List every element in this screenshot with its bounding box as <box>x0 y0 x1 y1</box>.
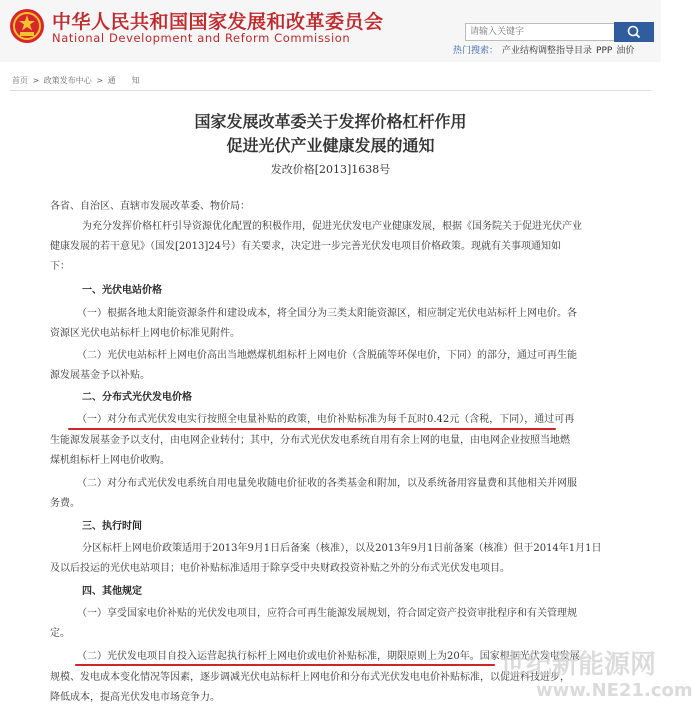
national-emblem-icon <box>9 8 45 44</box>
body-line: 规模、发电成本变化情况等因素，逐步调减光伏电站标杆上网电价和分布式光伏发电电价补贴标准，以促进科技进步， <box>50 672 570 683</box>
body-line: 分区标杆上网电价政策适用于2013年9月1日后备案（核准），以及2013年9月1日前备案（核准）但于2014年1月1日 <box>62 543 602 554</box>
doc-number: 发改价格[2013]1638号 <box>270 163 391 176</box>
breadcrumb-policy-center[interactable]: 政策发布中心 <box>43 76 92 85</box>
hot-link-oil-price[interactable]: 油价 <box>616 46 635 56</box>
body-line: （二）对分布式光伏发电系统自用电量免收随电价征收的各类基金和附加，以及系统备用容量费和其他相关并网服 <box>62 478 577 489</box>
search-icon <box>614 22 654 42</box>
body-line: （二）光伏电站标杆上网电价高出当地燃煤机组标杆上网电价（含脱硫等环保电价，下同）的部分，通过可再生能 <box>62 350 577 361</box>
body-line: 为充分发挥价格杠杆引导资源优化配置的积极作用，促进光伏发电产业健康发展，根据《国务院关于促进光伏产业 <box>62 221 582 232</box>
body-line: 务费。 <box>50 498 80 509</box>
salutation: 各省、自治区、直辖市发展改革委、物价局： <box>50 201 250 212</box>
breadcrumb-home[interactable]: 首页 <box>12 76 28 85</box>
body-line: 健康发展的若干意见》（国发[2013]24号）有关要求，决定进一步完善光伏发电项目价格政策。现就有关事项通知如 <box>50 241 561 252</box>
section-heading-3: 三、执行时间 <box>62 521 142 532</box>
body-line: 及以后投运的光伏电站项目；电价补贴标准适用于除享受中央财政投资补贴之外的分布式光伏发电项目。 <box>50 563 510 574</box>
section-heading-4: 四、其他规定 <box>62 586 142 597</box>
breadcrumb <box>12 75 142 86</box>
breadcrumb-separator: > <box>96 76 104 85</box>
body-line: （一）享受国家电价补贴的光伏发电项目，应符合可再生能源发展规划，符合固定资产投资审批程序和有关管理规 <box>62 608 577 619</box>
red-underline <box>68 428 556 430</box>
body-line-highlighted: （一）对分布式光伏发电实行按照全电量补贴的政策，电价补贴标准为每千瓦时0.42元（含税，下同），通过可再 <box>62 414 575 425</box>
org-name-cn: 中华人民共和国国家发展和改革委员会 <box>52 11 384 33</box>
body-line: 资源区光伏电站标杆上网电价标准见附件。 <box>50 328 240 339</box>
divider <box>10 90 651 91</box>
section-heading-1: 一、光伏电站价格 <box>62 285 162 296</box>
doc-title-line-1: 国家发展改革委关于发挥价格杠杆作用 <box>194 112 467 131</box>
body-line-highlighted: （二）光伏发电项目自投入运营起执行标杆上网电价或电价补贴标准，期限原则上为20年。国家根据光伏发电发展 <box>62 651 580 662</box>
hot-search <box>453 43 638 56</box>
body-line: 降低成本，提高光伏发电市场竞争力。 <box>50 692 220 703</box>
body-line: 定。 <box>50 628 70 639</box>
breadcrumb-current: 通 知 <box>107 76 140 85</box>
hot-link-catalog[interactable]: 产业结构调整指导目录 <box>502 46 593 56</box>
breadcrumb-separator: > <box>32 76 40 85</box>
site-header <box>0 0 661 62</box>
hot-link-ppp[interactable]: PPP <box>596 46 613 56</box>
watermark-cn: 世纪新能源网 <box>500 650 657 680</box>
body-line: 下： <box>50 261 70 272</box>
body-line: （一）根据各地太阳能资源条件和建设成本，将全国分为三类太阳能资源区，相应制定光伏电站标杆上网电价。各 <box>62 308 577 319</box>
org-name-en: National Development and Reform Commission <box>52 31 351 45</box>
body-line: 生能源发展基金予以支付，由电网企业转付；其中，分布式光伏发电系统自用有余上网的电量，由电网企业按照当地燃 <box>50 435 570 446</box>
body-line: 煤机组标杆上网电价收购。 <box>50 455 170 466</box>
search-button[interactable] <box>614 22 654 42</box>
hot-search-label: 热门搜索： <box>453 46 499 56</box>
red-underline <box>75 664 495 666</box>
search-input[interactable] <box>465 23 617 41</box>
body-line: 源发展基金予以补贴。 <box>50 370 150 381</box>
watermark-url: www.NE21.com <box>536 680 693 701</box>
doc-title-line-2: 促进光伏产业健康发展的通知 <box>226 136 435 155</box>
section-heading-2: 二、分布式光伏发电价格 <box>62 392 192 403</box>
